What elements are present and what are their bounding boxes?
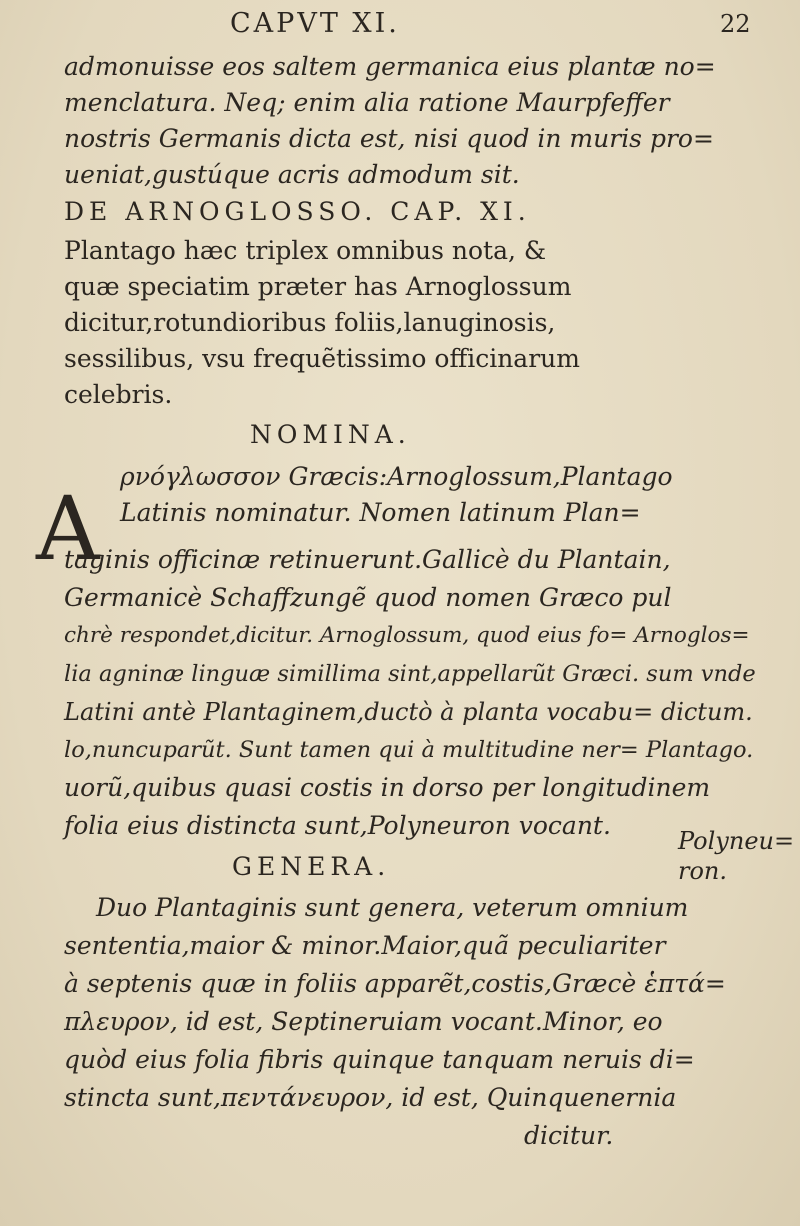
text-line: Latinis nominatur. Nomen latinum Plan= bbox=[120, 498, 641, 527]
text-line: stincta sunt,πεντάνευρον, id est, Quinquenernia bbox=[64, 1083, 677, 1112]
text-line: dicitur. bbox=[524, 1121, 614, 1150]
section-heading: DE ARNOGLOSSO. CAP. XI. bbox=[64, 197, 531, 226]
running-header bbox=[0, 8, 800, 44]
text-line: πλευρον, id est, Septineruiam vocant.Minor, eo bbox=[64, 1007, 663, 1036]
text-line: menclatura. Neq; enim alia ratione Maurpfeffer bbox=[64, 88, 670, 117]
text-line: Plantago hæc triplex omnibus nota, & bbox=[64, 236, 547, 265]
text-line: à septenis quæ in foliis apparẽt,costis,Græcè ἑπτά= bbox=[64, 969, 726, 998]
text-line: ueniat,gustúque acris admodum sit. bbox=[64, 160, 520, 189]
text-line: ρνόγλωσσον Græcis:Arnoglossum,Plantago bbox=[120, 462, 673, 491]
text-line: quòd eius folia fibris quinque tanquam neruis di= bbox=[64, 1045, 695, 1074]
text-line: dicitur,rotundioribus foliis,lanuginosis, bbox=[64, 308, 556, 337]
text-line: folia eius distincta sunt,Polyneuron vocant. bbox=[64, 811, 611, 840]
text-line: sessilibus, vsu frequẽtissimo officinarum bbox=[64, 344, 580, 373]
chapter-title: CAPVT XI. bbox=[230, 8, 400, 39]
margin-note-line: Polyneu= bbox=[678, 827, 795, 855]
text-line: sententia,maior & minor.Maior,quã peculiariter bbox=[64, 931, 666, 960]
text-line: chrè respondet,dicitur. Arnoglossum, quod eius fo= Arnoglos= bbox=[64, 623, 750, 648]
text-line: Latini antè Plantaginem,ductò à planta vocabu= dictum. bbox=[64, 698, 753, 726]
text-line: admonuisse eos saltem germanica eius plantæ no= bbox=[64, 52, 716, 81]
subsection-heading: NOMINA. bbox=[250, 420, 411, 449]
margin-note-line: ron. bbox=[678, 857, 728, 885]
subsection-heading: GENERA. bbox=[232, 852, 391, 881]
text-line: nostris Germanis dicta est, nisi quod in muris pro= bbox=[64, 124, 714, 153]
page-number: 22 bbox=[720, 10, 751, 38]
text-line: celebris. bbox=[64, 380, 173, 409]
text-line: quæ speciatim præter has Arnoglossum bbox=[64, 272, 572, 301]
text-line: Duo Plantaginis sunt genera, veterum omnium bbox=[96, 893, 689, 922]
text-line: uorũ,quibus quasi costis in dorso per longitudinem bbox=[64, 773, 711, 802]
text-line: Germanicè Schaffzungẽ quod nomen Græco pul bbox=[64, 583, 672, 612]
text-line: lia agninæ linguæ simillima sint,appellarũt Græci. sum vnde bbox=[64, 661, 756, 687]
text-line: lo,nuncuparũt. Sunt tamen qui à multitudine ner= Plantago. bbox=[64, 737, 754, 763]
text-line: taginis officinæ retinuerunt.Gallicè du Plantain, bbox=[64, 545, 671, 574]
drop-cap: A bbox=[36, 477, 100, 580]
